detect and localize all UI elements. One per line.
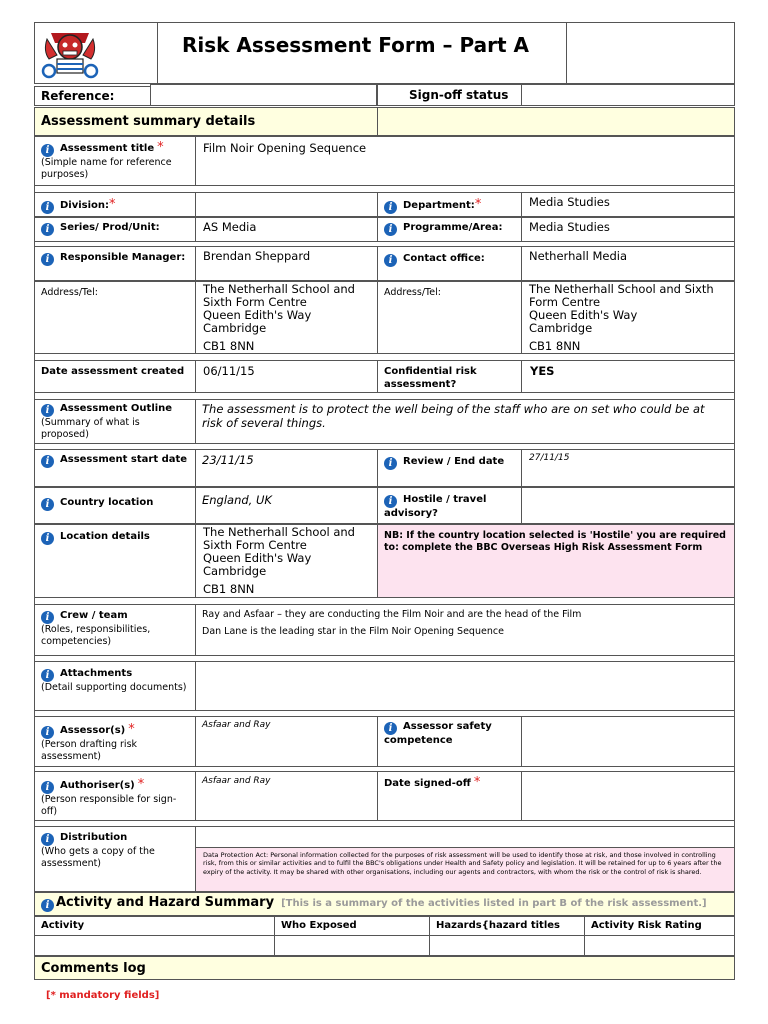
programme-field[interactable]: Media Studies bbox=[521, 217, 735, 242]
address-line: CB1 8NN bbox=[203, 339, 255, 353]
info-icon[interactable]: i bbox=[384, 495, 397, 508]
review-date-label: Review / End date bbox=[403, 456, 505, 467]
manager-field[interactable]: Brendan Sheppard bbox=[195, 246, 378, 281]
assessor-safety-label: Assessor safety competence bbox=[384, 721, 492, 746]
authorisers-sub: (Person responsible for sign-off) bbox=[41, 794, 177, 817]
comments-log-header: Comments log bbox=[34, 956, 735, 980]
contact-office-label-cell bbox=[377, 246, 522, 281]
assessment-title-field[interactable]: Film Noir Opening Sequence bbox=[195, 136, 735, 186]
info-icon[interactable]: i bbox=[41, 223, 54, 236]
risk-rating-cell[interactable] bbox=[584, 935, 735, 956]
summary-header: Assessment summary details bbox=[34, 107, 378, 136]
info-icon[interactable]: i bbox=[41, 899, 54, 912]
assessment-title-label: Assessment title bbox=[60, 143, 155, 154]
address-line: The Netherhall School and bbox=[203, 282, 355, 296]
crest-logo bbox=[39, 25, 101, 81]
column-header-hazards: Hazards{hazard titles bbox=[429, 916, 585, 936]
required-star: * bbox=[109, 197, 116, 212]
attachments-label-cell bbox=[34, 661, 196, 711]
address-field[interactable] bbox=[195, 281, 378, 354]
summary-header-right bbox=[377, 107, 735, 136]
distribution-label-cell bbox=[34, 826, 196, 892]
address-label: Address/Tel: bbox=[41, 287, 98, 298]
location-label-cell bbox=[34, 524, 196, 598]
assessor-safety-field[interactable] bbox=[521, 716, 735, 767]
programme-label-cell bbox=[377, 217, 522, 242]
address-label-cell bbox=[34, 281, 196, 354]
confidential-field[interactable]: YES bbox=[521, 360, 735, 393]
country-label-cell bbox=[34, 487, 196, 524]
activity-header-cell bbox=[34, 892, 735, 916]
signoff-label: Sign-off status bbox=[377, 84, 522, 106]
info-icon[interactable]: i bbox=[41, 726, 54, 739]
address-line: Form Centre bbox=[529, 295, 601, 309]
page-title: Risk Assessment Form – Part A bbox=[182, 33, 529, 57]
manager-label: Responsible Manager: bbox=[60, 252, 186, 263]
info-icon[interactable]: i bbox=[41, 833, 54, 846]
assessors-sub: (Person drafting risk assessment) bbox=[41, 739, 138, 762]
info-icon[interactable]: i bbox=[384, 254, 397, 267]
crew-label-cell bbox=[34, 604, 196, 656]
who-exposed-cell[interactable] bbox=[274, 935, 430, 956]
department-field[interactable]: Media Studies bbox=[521, 192, 735, 217]
crew-line: Dan Lane is the leading star in the Film Noir Opening Sequence bbox=[202, 625, 504, 637]
required-star: * bbox=[474, 197, 482, 212]
series-label: Series/ Prod/Unit: bbox=[60, 222, 160, 233]
series-field[interactable]: AS Media bbox=[195, 217, 378, 242]
distribution-sub: (Who gets a copy of the assessment) bbox=[41, 846, 155, 869]
address-line: CB1 8NN bbox=[529, 339, 581, 353]
crew-line: Ray and Asfaar – they are conducting the Film Noir and are the head of the Film bbox=[202, 609, 582, 620]
hostile-label-cell bbox=[377, 487, 522, 524]
location-label: Location details bbox=[60, 531, 150, 542]
address-line: Sixth Form Centre bbox=[203, 538, 307, 552]
info-icon[interactable]: i bbox=[41, 532, 54, 545]
division-label-cell bbox=[34, 192, 196, 217]
confidential-label: Confidential risk assessment? bbox=[377, 360, 522, 393]
contact-office-field[interactable]: Netherhall Media bbox=[521, 246, 735, 281]
address-line: The Netherhall School and Sixth bbox=[529, 282, 714, 296]
column-header-activity: Activity bbox=[34, 916, 275, 936]
hostile-note: NB: If the country location selected is 'Hostile' you are required to: complete the BBC Overseas High Risk Assessment Form bbox=[377, 524, 735, 598]
assessor-safety-label-cell bbox=[377, 716, 522, 767]
contact-address-label-cell bbox=[377, 281, 522, 354]
date-signed-label-cell bbox=[377, 771, 522, 821]
required-star: * bbox=[137, 777, 145, 792]
mandatory-fields-note: [* mandatory fields] bbox=[46, 990, 160, 1001]
department-label-cell bbox=[377, 192, 522, 217]
activity-note: [This is a summary of the activities listed in part B of the risk assessment.] bbox=[281, 898, 707, 909]
info-icon[interactable]: i bbox=[41, 455, 54, 468]
info-icon[interactable]: i bbox=[384, 722, 397, 735]
date-signed-label: Date signed-off bbox=[384, 778, 471, 789]
info-icon[interactable]: i bbox=[41, 201, 54, 214]
crew-sub: (Roles, responsibilities, competencies) bbox=[41, 624, 151, 647]
crew-field[interactable] bbox=[195, 604, 735, 656]
hostile-field[interactable] bbox=[521, 487, 735, 524]
start-date-field[interactable]: 23/11/15 bbox=[195, 449, 378, 487]
contact-address-label: Address/Tel: bbox=[384, 287, 441, 298]
authorisers-label: Authoriser(s) bbox=[60, 780, 135, 791]
address-line: CB1 8NN bbox=[203, 582, 255, 596]
logo-cell bbox=[34, 22, 158, 84]
info-icon[interactable]: i bbox=[41, 404, 54, 417]
required-star: * bbox=[473, 775, 481, 790]
contact-address-field[interactable] bbox=[521, 281, 735, 354]
distribution-field[interactable] bbox=[195, 826, 735, 848]
column-header-who-exposed: Who Exposed bbox=[274, 916, 430, 936]
address-line: Sixth Form Centre bbox=[203, 295, 307, 309]
address-line: Cambridge bbox=[529, 321, 593, 335]
review-date-label-cell bbox=[377, 449, 522, 487]
authorisers-field[interactable]: Asfaar and Ray bbox=[195, 771, 378, 821]
country-label: Country location bbox=[60, 497, 154, 508]
assessment-title-sub: (Simple name for reference purposes) bbox=[41, 157, 172, 180]
outline-label-cell bbox=[34, 399, 196, 444]
address-line: Cambridge bbox=[203, 564, 267, 578]
reference-field[interactable] bbox=[150, 84, 377, 106]
address-line: Cambridge bbox=[203, 321, 267, 335]
hostile-label: Hostile / travel advisory? bbox=[384, 494, 487, 519]
start-date-label: Assessment start date bbox=[60, 454, 188, 465]
info-icon[interactable]: i bbox=[41, 669, 54, 682]
authorisers-label-cell bbox=[34, 771, 196, 821]
attachments-field[interactable] bbox=[195, 661, 735, 711]
manager-label-cell bbox=[34, 246, 196, 281]
activity-header: Activity and Hazard Summary bbox=[56, 895, 275, 910]
info-icon[interactable]: i bbox=[41, 144, 54, 157]
date-signed-field[interactable] bbox=[521, 771, 735, 821]
division-field[interactable] bbox=[195, 192, 378, 217]
address-line: Queen Edith's Way bbox=[203, 308, 312, 322]
activity-cell[interactable] bbox=[34, 935, 275, 956]
attachments-label: Attachments bbox=[60, 668, 133, 679]
info-icon[interactable]: i bbox=[41, 611, 54, 624]
date-created-field[interactable]: 06/11/15 bbox=[195, 360, 378, 393]
attachments-sub: (Detail supporting documents) bbox=[41, 682, 187, 693]
signoff-field[interactable] bbox=[521, 84, 735, 106]
info-icon[interactable]: i bbox=[41, 498, 54, 511]
series-label-cell bbox=[34, 217, 196, 242]
department-label: Department: bbox=[403, 200, 475, 211]
assessors-field[interactable]: Asfaar and Ray bbox=[195, 716, 378, 767]
info-icon[interactable]: i bbox=[384, 223, 397, 236]
start-date-label-cell bbox=[34, 449, 196, 487]
hazards-cell[interactable] bbox=[429, 935, 585, 956]
address-line: The Netherhall School and bbox=[203, 525, 355, 539]
info-icon[interactable]: i bbox=[384, 201, 397, 214]
data-protection-notice: Data Protection Act: Personal information collected for the purposes of risk assessment will be used to identify those at risk, and those involved in controlling risk, from this or similar activities and to fulfil the BBC's obligations under Health and Safety policy and legislation. It will be retained for up to 6 years after the expiry of the activity. It may be shared with other organisations, including our agents and contractors, with whom the risk or the control of risk is shared. bbox=[195, 847, 735, 892]
info-icon[interactable]: i bbox=[384, 457, 397, 470]
division-label: Division: bbox=[60, 200, 110, 211]
address-line: Queen Edith's Way bbox=[529, 308, 638, 322]
outline-sub: (Summary of what is proposed) bbox=[41, 417, 140, 440]
title-right-cell bbox=[566, 22, 735, 84]
date-created-label: Date assessment created bbox=[34, 360, 196, 393]
info-icon[interactable]: i bbox=[41, 253, 54, 266]
country-field[interactable]: England, UK bbox=[195, 487, 378, 524]
review-date-field[interactable]: 27/11/15 bbox=[521, 449, 735, 487]
contact-office-label: Contact office: bbox=[403, 253, 485, 264]
assessment-title-label-cell bbox=[34, 136, 196, 186]
title-cell bbox=[157, 22, 567, 84]
column-header-risk-rating: Activity Risk Rating bbox=[584, 916, 735, 936]
location-field[interactable] bbox=[195, 524, 378, 598]
assessors-label: Assessor(s) bbox=[60, 725, 126, 736]
outline-field[interactable]: The assessment is to protect the well being of the staff who are on set who could be at risk of several things. bbox=[195, 399, 735, 444]
required-star: * bbox=[157, 140, 164, 155]
crew-label: Crew / team bbox=[60, 610, 128, 621]
info-icon[interactable]: i bbox=[41, 781, 54, 794]
programme-label: Programme/Area: bbox=[403, 222, 503, 233]
address-line: Queen Edith's Way bbox=[203, 551, 312, 565]
required-star: * bbox=[128, 722, 135, 737]
outline-label: Assessment Outline bbox=[60, 403, 173, 414]
assessors-label-cell bbox=[34, 716, 196, 767]
reference-label: Reference: bbox=[34, 86, 150, 106]
distribution-label: Distribution bbox=[60, 832, 128, 843]
